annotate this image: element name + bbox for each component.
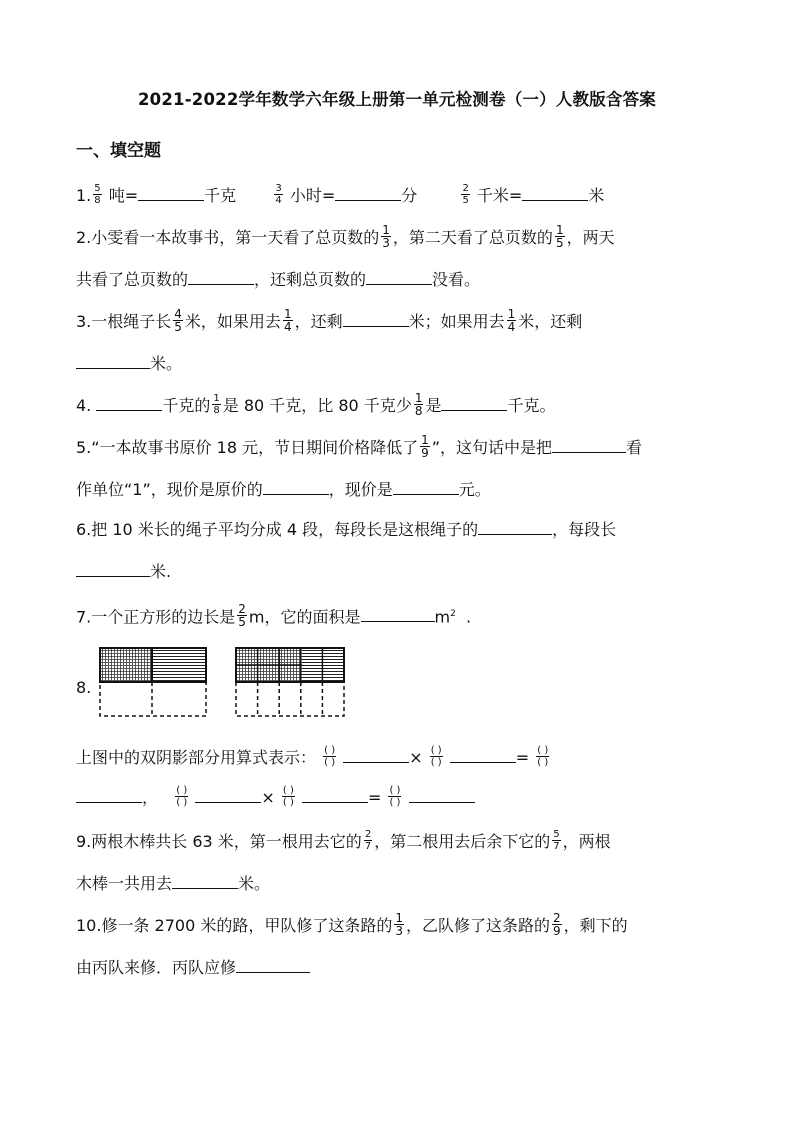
fraction: $\frac{2}{9}$ [553,911,561,938]
answer-blank[interactable] [343,746,409,763]
answer-blank[interactable] [552,436,626,453]
paren-fraction: $\frac{( )}{( )}$ [537,745,549,768]
answer-blank[interactable] [393,478,459,495]
answer-blank[interactable] [195,786,261,803]
fraction: $\frac{1}{3}$ [395,911,403,938]
answer-blank[interactable] [522,184,588,201]
question-9-cont: 木棒一共用去 米。 [76,874,271,893]
question-9: 9.两根木棒共长 63 米，第一根用去它的 $\frac{2}{7}$ ，第二根用去后余下它的 $\frac{5}{7}$ ，两根 [76,829,611,852]
answer-blank[interactable] [76,352,150,369]
fraction: $\frac{5}{7}$ [553,829,560,852]
answer-blank[interactable] [263,478,329,495]
answer-blank[interactable] [478,518,552,535]
question-8-expression: 上图中的双阴影部分用算式表示： $\frac{( )}{( )}$ × $\frac{( )}{( )}$ = $\frac{( )}{( )}$ [76,745,549,768]
answer-blank[interactable] [409,786,475,803]
fraction: $\frac{3}{4}$ [275,183,282,206]
question-2-cont: 共看了总页数的 ，还剩总页数的 没看。 [76,270,481,289]
paren-fraction: $\frac{( )}{( )}$ [324,745,336,768]
answer-blank[interactable] [335,184,401,201]
fraction: $\frac{1}{4}$ [283,307,292,334]
question-5-cont: 作单位“1”，现价是原价的 ，现价是 元。 [76,480,491,499]
answer-blank[interactable] [366,268,432,285]
fraction: $\frac{1}{8}$ [414,391,423,418]
question-10: 10.修一条 2700 米的路，甲队修了这条路的 $\frac{1}{3}$ ，乙队修了这条路的 $\frac{2}{9}$ ，剩下的 [76,911,628,938]
question-6: 6.把 10 米长的绳子平均分成 4 段，每段长是这根绳子的 ，每段长 [76,520,617,539]
answer-blank[interactable] [76,560,150,577]
answer-blank[interactable] [343,310,409,327]
question-2: 2.小雯看一本故事书，第一天看了总页数的 $\frac{1}{3}$ ，第二天看了总页数的 $\frac{1}{5}$ ，两天 [76,223,615,250]
answer-blank[interactable] [138,184,204,201]
question-3-cont: 米。 [76,352,182,376]
fraction: $\frac{2}{5}$ [238,602,246,630]
question-4: 4. 千克的 $\frac{1}{8}$ 是 80 千克，比 80 千克少 $\frac{1}{8}$ 是 千克。 [76,391,556,418]
fraction: $\frac{1}{5}$ [555,223,564,250]
fraction: $\frac{1}{8}$ [213,393,220,416]
paren-fraction: $\frac{( )}{( )}$ [282,785,294,808]
question-8-number: 8. [76,678,92,697]
answer-blank[interactable] [76,786,142,803]
question-1: 1. $\frac{5}{8}$ 吨= 千克 $\frac{3}{4}$ 小时= 分 $\frac{2}{5}$ 千米= 米 [76,183,605,206]
question-5: 5.“一本故事书原价 18 元，节日期间价格降低了 $\frac{1}{9}$ ”，这句话中是把 看 [76,433,643,460]
fraction: $\frac{2}{5}$ [462,183,469,206]
fraction: $\frac{1}{9}$ [421,433,429,460]
fraction: $\frac{1}{4}$ [507,307,516,334]
page-title: 2021-2022学年数学六年级上册第一单元检测卷（一）人教版含答案 [138,90,656,109]
paren-fraction: $\frac{( )}{( )}$ [430,745,442,768]
question-10-cont: 由丙队来修．丙队应修 [76,956,310,980]
fraction: $\frac{4}{5}$ [174,307,182,334]
answer-blank[interactable] [441,394,507,411]
question-7: 7.一个正方形的边长是 $\frac{2}{5}$ m，它的面积是 $m^2$ . [76,602,472,630]
answer-blank[interactable] [96,394,162,411]
question-6-cont: 米. [76,560,171,584]
answer-blank[interactable] [172,872,238,889]
fraction-diagram-2 [232,646,348,720]
section-heading: 一、填空题 [76,141,161,161]
paren-fraction: $\frac{( )}{( )}$ [389,785,401,808]
paren-fraction: $\frac{( )}{( )}$ [176,785,188,808]
fraction-diagram-1 [98,646,210,720]
answer-blank[interactable] [188,268,254,285]
answer-blank[interactable] [361,605,435,622]
answer-blank[interactable] [302,786,368,803]
answer-blank[interactable] [450,746,516,763]
question-3: 3.一根绳子长 $\frac{4}{5}$ 米，如果用去 $\frac{1}{4}$ ，还剩 米；如果用去 $\frac{1}{4}$ 米，还剩 [76,307,583,334]
fraction: $\frac{5}{8}$ [94,183,101,206]
question-8-expression-2: ， $\frac{( )}{( )}$ × $\frac{( )}{( )}$ = $\frac{( )}{( )}$ [76,786,475,810]
fraction: $\frac{2}{7}$ [364,829,372,852]
answer-blank[interactable] [236,956,310,973]
fraction: $\frac{1}{3}$ [382,223,390,250]
